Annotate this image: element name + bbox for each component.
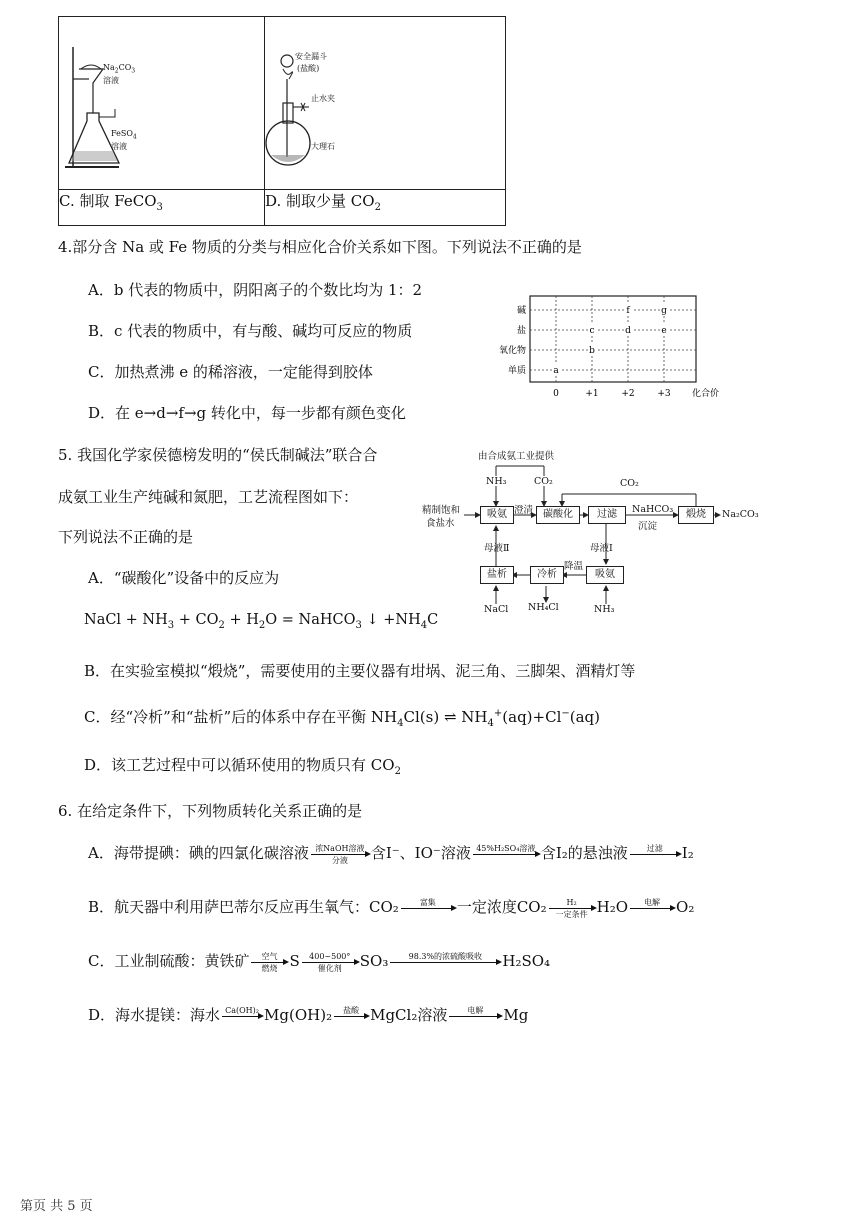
q5-option-d: D．该工艺过程中可以循环使用的物质只有 $CO_2$ xyxy=(84,756,401,777)
funnel-label2: (盐酸) xyxy=(297,64,320,73)
q5-stem-3: 下列说法不正确的是 xyxy=(58,528,194,546)
q4-stem: 4.部分含 Na 或 Fe 物质的分类与相应化合价关系如下图。下列说法不正确的是 xyxy=(58,238,582,256)
q6-option-b: B．航天器中利用萨巴蒂尔反应再生氧气：CO₂ 富集 一定浓度CO₂ H₂ 一定条件 H₂O 电解 O₂ xyxy=(88,897,695,919)
flow-box-cold-separation: 冷析 xyxy=(530,566,564,584)
q4-option-b: B．c 代表的物质中，有与酸、碱均可反应的物质 xyxy=(88,322,413,340)
q5-option-a-1: A．“碳酸化”设备中的反应为 xyxy=(88,569,280,587)
reagent-sol-label: 溶液 xyxy=(103,76,119,85)
flow-co2-label: CO₂ xyxy=(534,476,553,487)
chart-point-c: c xyxy=(589,326,595,336)
flow-mother-liquor-1: 母液Ⅰ xyxy=(590,543,613,554)
q6-option-a: A．海带提碘：碘的四氯化碳溶液 浓NaOH溶液 分液 含I⁻、IO⁻溶液 45%H₂SO₄溶液 含I₂的悬浊液 过滤 I₂ xyxy=(88,843,694,865)
option-d-label: D. 制取少量 $CO_2$ xyxy=(265,190,506,226)
apparatus-c-cell xyxy=(59,17,265,190)
q5-stem-1: 5. 我国化学家侯德榜发明的“侯氏制碱法”联合合 xyxy=(58,446,378,464)
chart-x-label: 化合价 xyxy=(692,389,720,399)
flow-box-carbonation: 碳酸化 xyxy=(536,506,580,524)
flow-mother-liquor-2: 母液Ⅱ xyxy=(484,543,510,554)
chart-row-label: 氧化物 xyxy=(498,346,526,356)
apparatus-c-drawing xyxy=(59,17,264,185)
clip-label: 止水夹 xyxy=(311,94,335,103)
flow-clarify-label: 澄清 xyxy=(514,505,534,516)
q6-option-d: D．海水提镁：海水 Ca(OH)₂ Mg(OH)₂ 盐酸 MgCl₂溶液 电解 Mg xyxy=(88,1005,529,1024)
flow-box-filter: 过滤 xyxy=(588,506,626,524)
chart-tick-label: 0 xyxy=(553,389,559,399)
flow-box-calcine: 煅烧 xyxy=(678,506,714,524)
flow-box-salting-out: 盐析 xyxy=(480,566,514,584)
q5-option-b: B．在实验室模拟“煅烧”，需要使用的主要仪器有坩埚、泥三角、三脚架、酒精灯等 xyxy=(84,662,636,680)
reagent-sol-label2: 溶液 xyxy=(111,142,127,151)
flow-nh3-label: NH₃ xyxy=(486,476,507,487)
q5-stem-2: 成氨工业生产纯碱和氮肥，工艺流程图如下： xyxy=(58,488,359,506)
apparatus-d-drawing xyxy=(265,17,505,185)
flow-nacl-label: NaCl xyxy=(484,604,509,615)
chart-point-d: d xyxy=(625,326,631,336)
q5-option-c: C．经“冷析”和“盐析”后的体系中存在平衡 $NH_4Cl(s)$ ⇌ $NH_4^+(aq)+Cl^-(aq)$ xyxy=(84,708,601,729)
q5-option-a-eq: NaCl + $NH_3 + CO_2 + H_2O$ = NaHCO$_3$ ↓ $+NH_4C$ xyxy=(84,612,439,631)
chart-point-e: e xyxy=(661,326,667,336)
q4-option-d: D．在 e→d→f→g 转化中，每一步都有颜色变化 xyxy=(88,404,406,422)
process-flow-diagram xyxy=(420,448,760,618)
flow-source-label: 由合成氨工业提供 xyxy=(478,451,555,462)
valence-chart-svg xyxy=(488,290,728,410)
flow-nh4cl-label: NH₄Cl xyxy=(528,602,559,613)
chart-row-label: 盐 xyxy=(516,326,526,336)
chart-point-f: f xyxy=(626,306,630,316)
flow-nh3-label-2: NH₃ xyxy=(594,604,615,615)
flow-feed-1: 精制饱和 xyxy=(422,505,461,516)
chart-point-g: g xyxy=(661,306,667,316)
chart-point-b: b xyxy=(589,346,595,356)
flow-box-absorb-ammonia: 吸氨 xyxy=(480,506,514,524)
reagent-na2co3: $Na_2CO_3$ xyxy=(103,63,136,75)
valence-chart xyxy=(488,290,728,410)
page-footer: 第页 共 5 页 xyxy=(20,1199,93,1214)
apparatus-d-cell xyxy=(265,17,506,190)
chart-tick-label: +3 xyxy=(657,389,671,399)
chart-tick-label: +2 xyxy=(621,389,635,399)
flow-box-absorb-ammonia-2: 吸氨 xyxy=(586,566,624,584)
flow-precipitate-label: 沉淀 xyxy=(638,521,658,532)
chart-tick-label: +1 xyxy=(585,389,599,399)
apparatus-table xyxy=(58,16,506,226)
q6-option-c: C．工业制硫酸：黄铁矿 空气 燃烧 S 400~500° 催化剂 SO₃ 98.3%的浓硫酸吸收 H₂SO₄ xyxy=(88,951,551,973)
flow-nahco3-label: NaHCO₃ xyxy=(632,504,674,515)
chart-point-a: a xyxy=(553,366,559,376)
flow-na2co3-label: Na₂CO₃ xyxy=(722,509,759,520)
flow-lines xyxy=(420,448,760,618)
funnel-label: 安全漏斗 xyxy=(295,52,327,61)
chart-row-label: 碱 xyxy=(516,306,526,316)
chart-row-label: 单质 xyxy=(507,366,526,376)
q4-option-c: C．加热煮沸 e 的稀溶液，一定能得到胶体 xyxy=(88,363,373,381)
flow-feed-2: 食盐水 xyxy=(426,518,455,529)
q4-option-a: A．b 代表的物质中，阴阳离子的个数比均为 1：2 xyxy=(88,281,423,299)
q6-stem: 6. 在给定条件下，下列物质转化关系正确的是 xyxy=(58,802,363,820)
reagent-feso4: FeSO$_4$ xyxy=(111,129,137,141)
flow-cooling-label: 降温 xyxy=(564,561,584,572)
option-c-label: C. 制取 FeCO$_3$ xyxy=(59,190,265,226)
flow-co2-recycle-label: CO₂ xyxy=(620,478,639,489)
solid-label: 大理石 xyxy=(311,142,335,151)
